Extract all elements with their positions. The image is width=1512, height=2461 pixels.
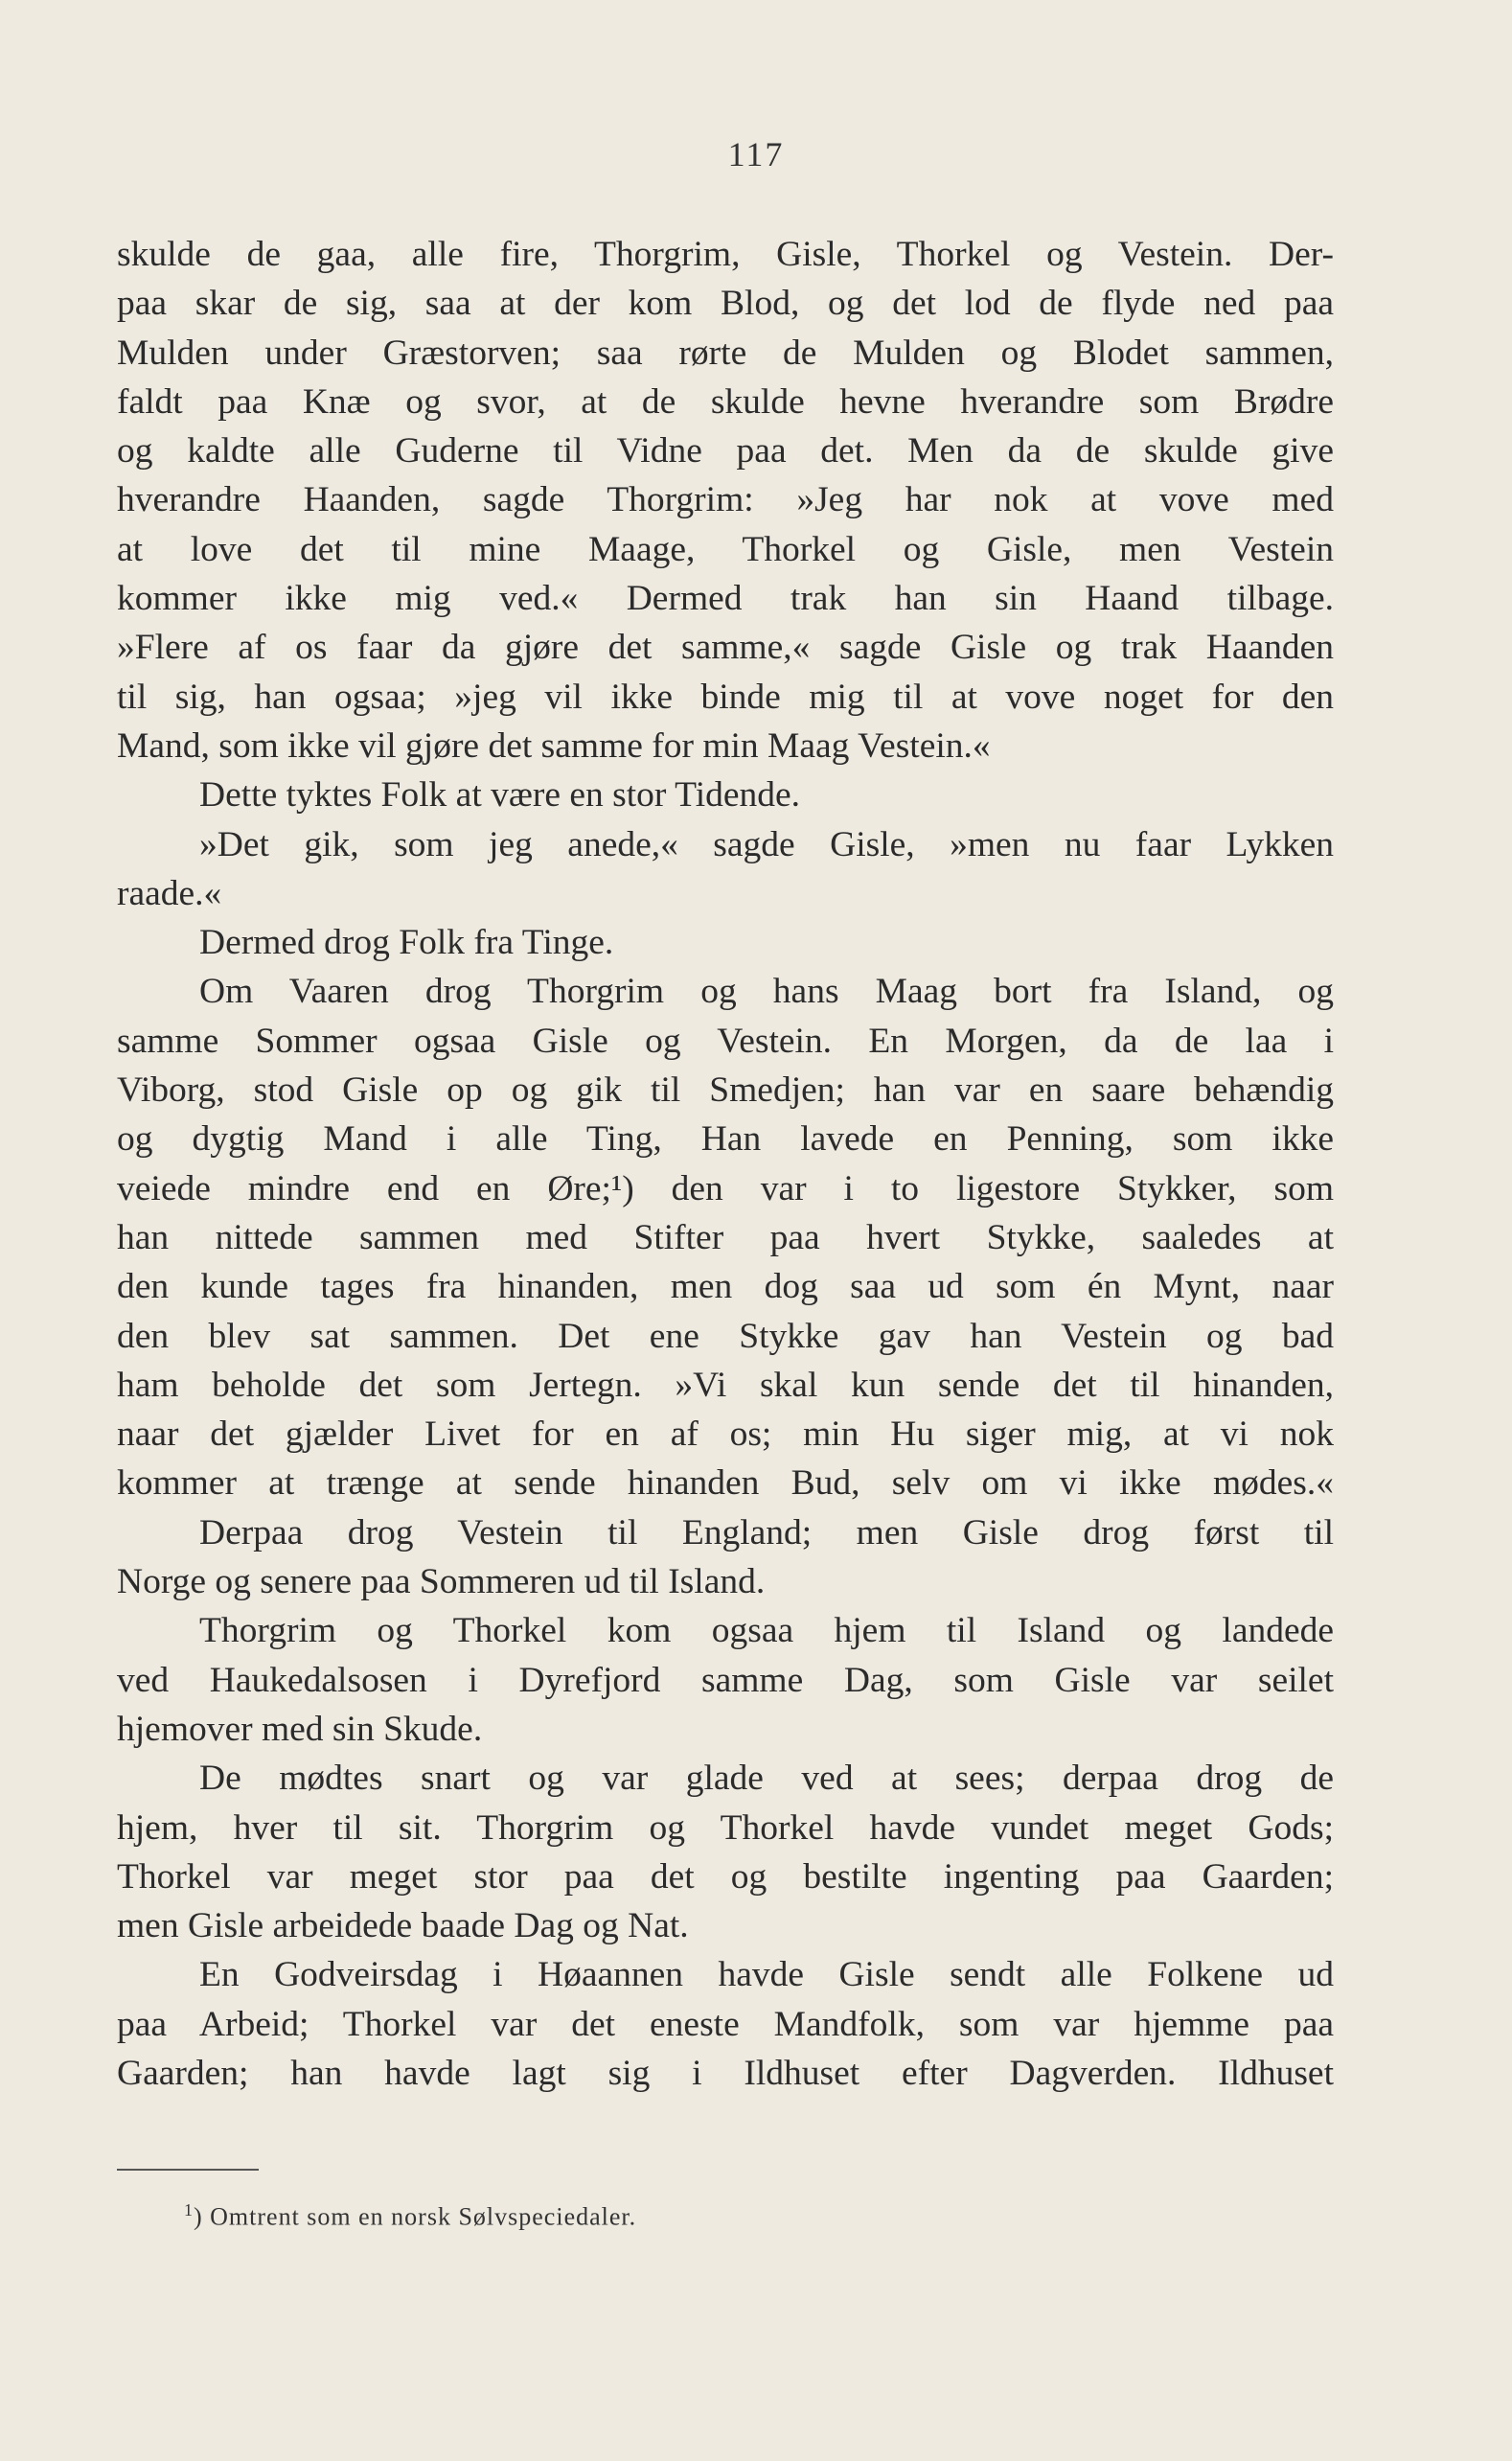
page-number: 117 <box>727 135 785 173</box>
text-line: raade.« <box>117 873 222 913</box>
body-text <box>117 230 1334 2098</box>
text-line: han nittede sammen med Stifter paa hvert Stykke, saaledes at <box>117 1217 1334 1257</box>
text-line: den kunde tages fra hinanden, men dog saa ud som én Mynt, naar <box>117 1267 1334 1307</box>
text-line: veiede mindre end en Øre;¹) den var i to ligestore Stykker, som <box>117 1168 1334 1208</box>
text-line: naar det gjælder Livet for en af os; min Hu siger mig, at vi nok <box>117 1414 1334 1455</box>
text-line: Thorkel var meget stor paa det og bestilte ingenting paa Gaarden; <box>117 1856 1334 1897</box>
text-line: hjem, hver til sit. Thorgrim og Thorkel havde vundet meget Gods; <box>117 1807 1334 1848</box>
text-line: den blev sat sammen. Det ene Stykke gav han Vestein og bad <box>117 1316 1334 1356</box>
footnote-divider <box>117 2169 259 2171</box>
text-line: paa Arbeid; Thorkel var det eneste Mandfolk, som var hjemme paa <box>117 2004 1334 2044</box>
text-line: til sig, han ogsaa; »jeg vil ikke binde mig til at vove noget for den <box>117 677 1334 717</box>
text-line: og dygtig Mand i alle Ting, Han lavede en Penning, som ikke <box>117 1119 1334 1160</box>
text-line: Dette tyktes Folk at være en stor Tidende. <box>199 775 801 816</box>
text-line: Dermed drog Folk fra Tinge. <box>199 923 614 963</box>
text-line: Mulden under Græstorven; saa rørte de Mulden og Blodet sammen, <box>117 333 1334 373</box>
text-line: Om Vaaren drog Thorgrim og hans Maag bort fra Island, og <box>199 972 1334 1012</box>
text-line: »Det gik, som jeg anede,« sagde Gisle, »men nu faar Lykken <box>199 824 1334 864</box>
text-line: hjemover med sin Skude. <box>117 1709 483 1749</box>
text-line: faldt paa Knæ og svor, at de skulde hevne hverandre som Brødre <box>117 381 1334 422</box>
text-line: Gaarden; han havde lagt sig i Ildhuset efter Dagverden. Ildhuset <box>117 2053 1334 2093</box>
text-line: ham beholde det som Jertegn. »Vi skal kun sende det til hinanden, <box>117 1365 1334 1405</box>
text-line: og kaldte alle Guderne til Vidne paa det. Men da de skulde give <box>117 431 1334 472</box>
footnote-text: ) Omtrent som en norsk Sølvspeciedaler. <box>194 2202 637 2231</box>
text-line: Viborg, stod Gisle op og gik til Smedjen; han var en saare behændig <box>117 1070 1334 1111</box>
text-line: Norge og senere paa Sommeren ud til Island. <box>117 1562 766 1602</box>
footnote-marker: 1 <box>184 2200 194 2220</box>
text-line: Derpaa drog Vestein til England; men Gisle drog først til <box>199 1512 1334 1552</box>
text-line: ved Haukedalsosen i Dyrefjord samme Dag, som Gisle var seilet <box>117 1660 1334 1700</box>
text-line: »Flere af os faar da gjøre det samme,« sagde Gisle og trak Haanden <box>117 628 1334 668</box>
text-line: skulde de gaa, alle fire, Thorgrim, Gisle, Thorkel og Vestein. Der- <box>117 235 1334 274</box>
text-line: at love det til mine Maage, Thorkel og Gisle, men Vestein <box>117 529 1334 569</box>
text-line: kommer ikke mig ved.« Dermed trak han sin Haand tilbage. <box>117 579 1334 619</box>
text-line: De mødtes snart og var glade ved at sees; derpaa drog de <box>199 1759 1334 1799</box>
text-line: hverandre Haanden, sagde Thorgrim: »Jeg har nok at vove med <box>117 480 1334 520</box>
text-line: Mand, som ikke vil gjøre det samme for min Maag Vestein.« <box>117 725 991 766</box>
text-line: samme Sommer ogsaa Gisle og Vestein. En Morgen, da de laa i <box>117 1021 1334 1061</box>
text-line: kommer at trænge at sende hinanden Bud, selv om vi ikke mødes.« <box>117 1463 1334 1504</box>
text-line: Thorgrim og Thorkel kom ogsaa hjem til Island og landede <box>199 1611 1334 1651</box>
footnote <box>184 2200 636 2232</box>
text-line: men Gisle arbeidede baade Dag og Nat. <box>117 1906 689 1946</box>
text-line: En Godveirsdag i Høaannen havde Gisle sendt alle Folkene ud <box>199 1955 1334 1995</box>
text-line: paa skar de sig, saa at der kom Blod, og det lod de flyde ned paa <box>117 284 1334 324</box>
